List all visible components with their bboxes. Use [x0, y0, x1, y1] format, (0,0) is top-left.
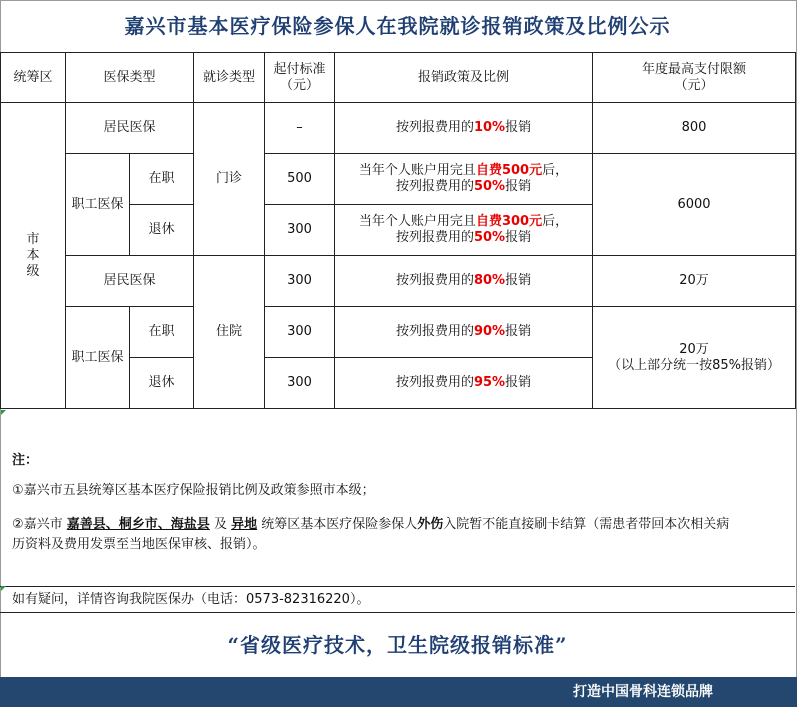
deductible-cell: 300: [265, 205, 335, 256]
table-row: [1, 256, 796, 307]
policy-text-end: 报销: [505, 120, 532, 135]
policy-highlight: 自费500元: [475, 163, 543, 178]
policy-text: 按列报费用的: [395, 230, 474, 245]
note-2-text: 及: [213, 517, 227, 532]
page-title: 嘉兴市基本医疗保险参保人在我院就诊报销政策及比例公示: [0, 0, 795, 53]
note-2-counties: 嘉善县、桐乡市、海盐县: [66, 517, 210, 532]
policy-text: 按列报费用的: [395, 179, 474, 194]
active-label: 在职: [130, 307, 194, 358]
policy-cell: [335, 358, 593, 409]
deductible-cell: 500: [265, 154, 335, 205]
note-2-text: 统筹区基本医疗保险参保人: [261, 517, 418, 532]
employee-insurance-label: 职工医保: [66, 154, 130, 256]
header-deductible-unit: （元）: [280, 77, 320, 93]
limit-cell: [593, 307, 796, 409]
policy-text-end: 报销: [505, 273, 532, 288]
limit-cell: 6000: [593, 154, 796, 256]
policy-text: 当年个人账户用完且: [358, 214, 476, 229]
note-2-trauma: 外伤: [417, 517, 444, 532]
limit-value: 20万: [679, 341, 709, 357]
header-annual-limit-unit: （元）: [674, 77, 714, 93]
header-region: 统筹区: [1, 53, 66, 103]
note-2-text: ②嘉兴市: [12, 517, 63, 532]
region-char-1: 市: [26, 231, 40, 247]
policy-cell: [335, 154, 593, 205]
retired-label: 退休: [130, 358, 194, 409]
employee-insurance-label: 职工医保: [66, 307, 130, 409]
deductible-cell: –: [265, 103, 335, 154]
note-2: [12, 515, 732, 555]
retired-label: 退休: [130, 205, 194, 256]
contact-text: 如有疑问，详情咨询我院医保办（电话：0573-82316220）。: [12, 592, 370, 607]
policy-rate: 90%: [473, 324, 506, 339]
notes-section: [0, 411, 795, 587]
deductible-cell: 300: [265, 256, 335, 307]
policy-text: 按列报费用的: [395, 120, 474, 135]
policy-text: 按列报费用的: [395, 273, 474, 288]
header-annual-limit-label: 年度最高支付限额: [642, 61, 747, 77]
contact-line: [0, 587, 795, 613]
table-row: [1, 154, 796, 205]
resident-insurance-label: 居民医保: [66, 256, 194, 307]
header-deductible-label: 起付标准: [273, 61, 326, 77]
policy-text: 按列报费用的: [395, 324, 474, 339]
limit-note: （以上部分统一按85%报销）: [608, 357, 780, 373]
table-row: [1, 103, 796, 154]
policy-text-end: 报销: [505, 179, 532, 194]
header-deductible: [265, 53, 335, 103]
policy-cell: [335, 256, 593, 307]
footer-bar: [0, 677, 797, 707]
header-insurance-type: 医保类型: [66, 53, 194, 103]
policy-cell: [335, 103, 593, 154]
policy-text: 后，: [542, 163, 569, 178]
header-policy: 报销政策及比例: [335, 53, 593, 103]
policy-cell: [335, 205, 593, 256]
limit-cell: 800: [593, 103, 796, 154]
header-visit-type: 就诊类型: [194, 53, 265, 103]
slogan: “省级医疗技术，卫生院级报销标准”: [227, 633, 568, 657]
policy-highlight: 自费300元: [475, 214, 543, 229]
deductible-cell: 300: [265, 307, 335, 358]
policy-text-end: 报销: [505, 230, 532, 245]
header-annual-limit: [593, 53, 796, 103]
table-header-row: [1, 53, 796, 103]
policy-rate: 80%: [473, 273, 506, 288]
notes-label: 注：: [12, 453, 39, 468]
policy-table: [0, 52, 796, 409]
policy-text: 按列报费用的: [395, 375, 474, 390]
table-row: [1, 307, 796, 358]
limit-cell: 20万: [593, 256, 796, 307]
deductible-cell: 300: [265, 358, 335, 409]
region-char-3: 级: [26, 263, 40, 279]
policy-text: 后，: [542, 214, 569, 229]
policy-rate: 95%: [473, 375, 506, 390]
policy-text-end: 报销: [505, 324, 532, 339]
region-char-2: 本: [26, 247, 40, 263]
policy-text-end: 报销: [505, 375, 532, 390]
footer-text: 打造中国骨科连锁品牌: [573, 684, 713, 700]
note-1: ①嘉兴市五县统筹区基本医疗保险报销比例及政策参照市本级；: [12, 483, 375, 498]
policy-text: 当年个人账户用完且: [358, 163, 476, 178]
region-cell: [1, 103, 66, 409]
resident-insurance-label: 居民医保: [66, 103, 194, 154]
active-label: 在职: [130, 154, 194, 205]
policy-rate: 10%: [473, 120, 506, 135]
note-2-remote: 异地: [231, 517, 258, 532]
policy-rate: 50%: [473, 179, 506, 194]
outpatient-label: 门诊: [194, 103, 265, 256]
policy-rate: 50%: [473, 230, 506, 245]
policy-cell: [335, 307, 593, 358]
note-2-text: 入院暂不能直接刷卡结算（需患者带回本次相关病历资料及费用发票至当地医保审核、报销）。: [12, 517, 730, 552]
inpatient-label: 住院: [194, 256, 265, 409]
